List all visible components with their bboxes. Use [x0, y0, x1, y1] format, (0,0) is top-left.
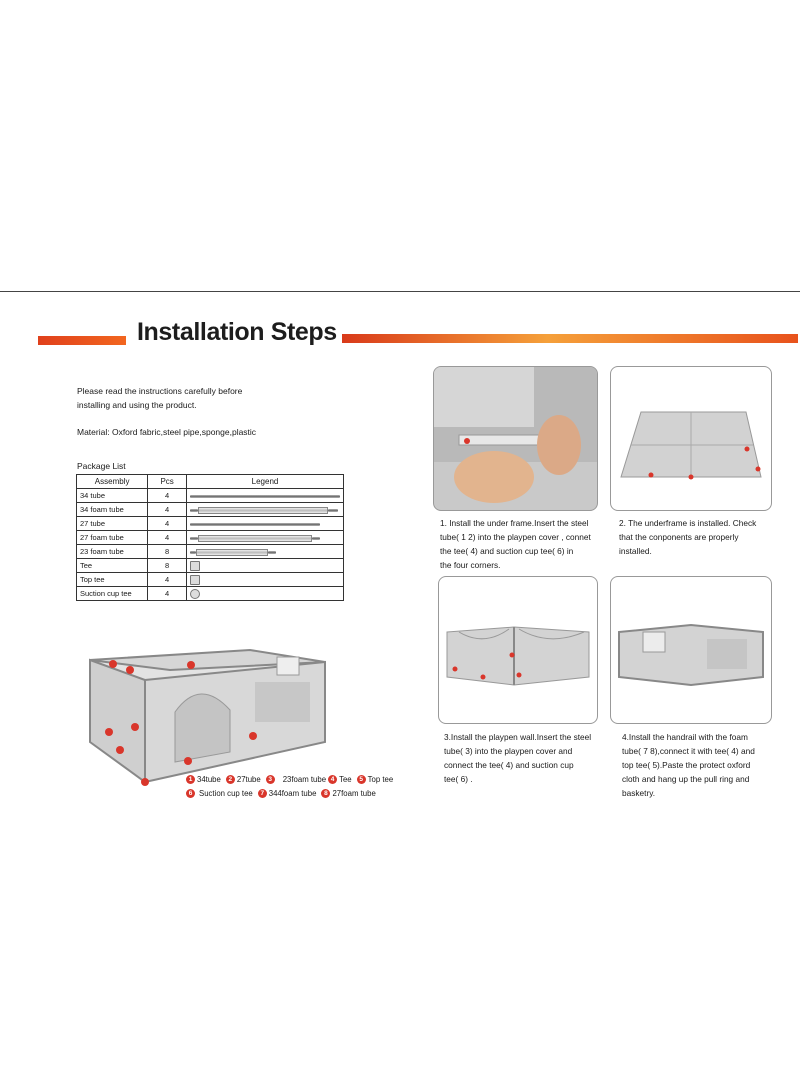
row-assembly: Top tee	[77, 573, 148, 587]
step-1-caption	[440, 516, 610, 572]
caption-line: tube( 7 8),connect it with tee( 4) and	[622, 746, 755, 756]
row-pcs: 4	[148, 503, 187, 517]
top-tee-icon	[190, 575, 200, 585]
legend-label: Top tee	[367, 775, 394, 784]
caption-line: 1. Install the under frame.Insert the steel	[440, 518, 589, 528]
row-assembly: Suction cup tee	[77, 587, 148, 601]
intro-line-2: installing and using the product.	[77, 400, 197, 410]
step-4-photo	[610, 576, 772, 724]
row-pcs: 4	[148, 587, 187, 601]
legend-34-tube	[187, 489, 344, 503]
caption-line: connect the tee( 4) and suction cup	[444, 760, 574, 770]
legend-label: Suction cup tee	[199, 789, 253, 798]
parts-legend-row-2	[186, 789, 376, 798]
table-row	[77, 489, 344, 503]
package-list-title: Package List	[77, 461, 126, 471]
table-row	[77, 517, 344, 531]
caption-line: tee( 6) .	[444, 774, 473, 784]
caption-line: top tee( 5).Paste the protect oxford	[622, 760, 751, 770]
table-row	[77, 531, 344, 545]
header-pcs: Pcs	[148, 475, 187, 489]
row-pcs: 8	[148, 545, 187, 559]
row-pcs: 4	[148, 531, 187, 545]
legend-label: Tee	[339, 775, 352, 784]
legend-label: 27tube	[236, 775, 261, 784]
legend-suction-cup-tee	[187, 587, 344, 601]
header-legend: Legend	[187, 475, 344, 489]
row-assembly: 34 tube	[77, 489, 148, 503]
legend-label: 27foam tube	[332, 789, 376, 798]
marker-8: 8	[321, 789, 330, 798]
row-pcs: 4	[148, 573, 187, 587]
legend-label: 34tube	[197, 775, 221, 784]
step-4-caption	[622, 730, 792, 800]
table-row	[77, 587, 344, 601]
caption-line: basketry.	[622, 788, 656, 798]
caption-line: 2. The underframe is installed. Check	[619, 518, 757, 528]
caption-line: cloth and hang up the pull ring and	[622, 774, 750, 784]
legend-top-tee	[187, 573, 344, 587]
row-assembly: Tee	[77, 559, 148, 573]
suction-cup-tee-icon	[190, 589, 200, 599]
table-row	[77, 545, 344, 559]
caption-line: 4.Install the handrail with the foam	[622, 732, 748, 742]
material-text: Material: Oxford fabric,steel pipe,sponge,plastic	[77, 427, 257, 437]
parts-legend-row-1	[186, 775, 393, 784]
caption-line: that the conponents are properly	[619, 532, 739, 542]
caption-line: tube( 1 2) into the playpen cover , connet	[440, 532, 591, 542]
marker-3: 3	[266, 775, 275, 784]
legend-tee	[187, 559, 344, 573]
marker-1: 1	[186, 775, 195, 784]
legend-23-foam-tube	[187, 545, 344, 559]
legend-27-foam-tube	[187, 531, 344, 545]
row-assembly: 34 foam tube	[77, 503, 148, 517]
table-header-row	[77, 475, 344, 489]
top-rule	[0, 291, 800, 292]
page-title: Installation Steps	[137, 318, 337, 346]
legend-27-tube	[187, 517, 344, 531]
caption-line: the four corners.	[440, 560, 501, 570]
table-row	[77, 573, 344, 587]
row-pcs: 8	[148, 559, 187, 573]
legend-34-foam-tube	[187, 503, 344, 517]
marker-2: 2	[226, 775, 235, 784]
intro-text	[77, 384, 297, 412]
legend-label: 344foam tube	[268, 789, 317, 798]
caption-line: installed.	[619, 546, 652, 556]
marker-7: 7	[258, 789, 267, 798]
package-list-table	[76, 474, 344, 601]
step-2-caption	[619, 516, 779, 558]
header-assembly: Assembly	[77, 475, 148, 489]
row-pcs: 4	[148, 489, 187, 503]
step-2-photo	[610, 366, 772, 511]
caption-line: the tee( 4) and suction cup tee( 6) in	[440, 546, 574, 556]
row-pcs: 4	[148, 517, 187, 531]
row-assembly: 23 foam tube	[77, 545, 148, 559]
title-accent-bar-right	[342, 334, 798, 343]
intro-line-1: Please read the instructions carefully before	[77, 386, 243, 396]
tee-icon	[190, 561, 200, 571]
legend-label: 23foam tube	[282, 775, 327, 784]
row-assembly: 27 foam tube	[77, 531, 148, 545]
title-accent-bar-left	[38, 336, 126, 345]
step-3-caption	[444, 730, 614, 786]
caption-line: 3.Install the playpen wall.Insert the steel	[444, 732, 592, 742]
caption-line: tube( 3) into the playpen cover and	[444, 746, 573, 756]
step-3-photo	[438, 576, 598, 724]
marker-5: 5	[357, 775, 366, 784]
table-row	[77, 503, 344, 517]
marker-6: 6	[186, 789, 195, 798]
assembled-playpen-illustration	[80, 632, 340, 792]
step-1-photo	[433, 366, 598, 511]
table-row	[77, 559, 344, 573]
row-assembly: 27 tube	[77, 517, 148, 531]
marker-4: 4	[328, 775, 337, 784]
